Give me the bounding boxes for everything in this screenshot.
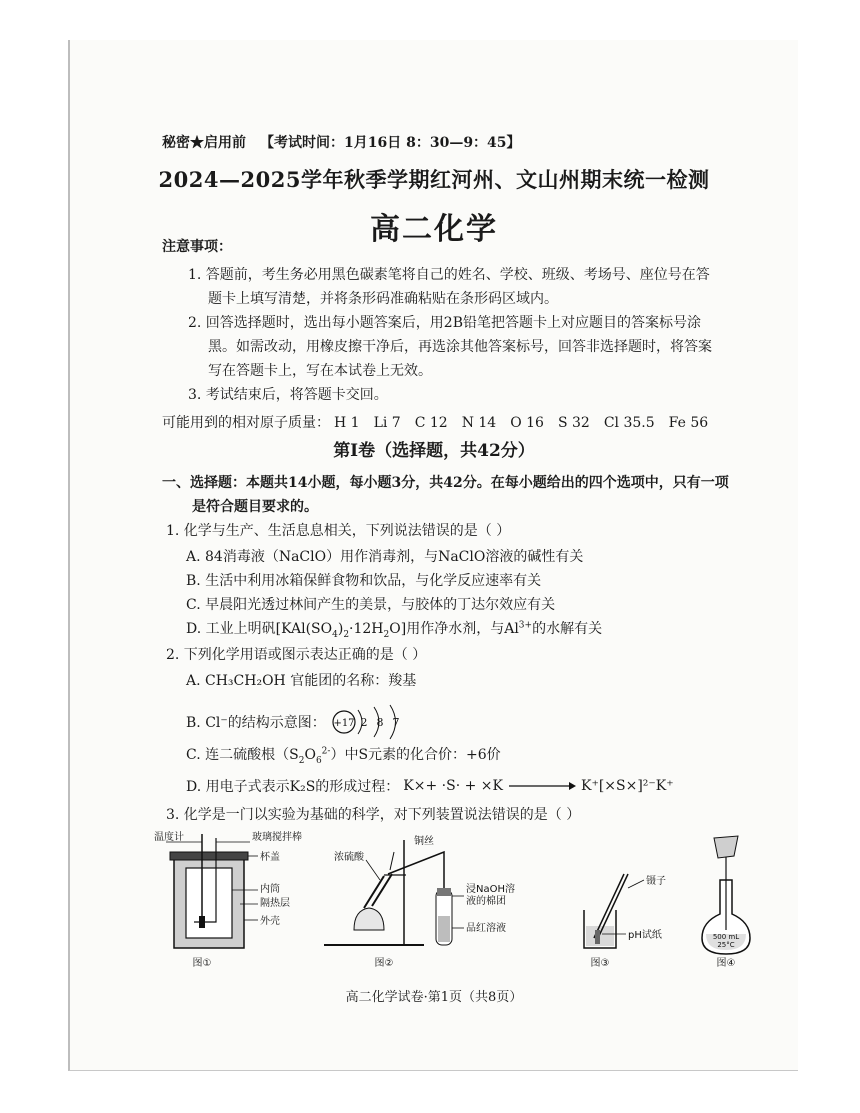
page-footer: 高二化学试卷·第1页（共8页）: [345, 990, 523, 1005]
atomic-mass: Li 7: [373, 415, 401, 431]
fig3-caption: 图③: [590, 958, 610, 969]
fig4-caption: 图④: [716, 958, 736, 969]
q2-option-d: [186, 776, 674, 796]
fig1-label: 内筒: [260, 884, 280, 895]
fig1-label: 玻璃搅拌棒: [252, 832, 302, 843]
notice-item-1-cont: 题卡上填写清楚，并将条形码准确粘贴在条形码区域内。: [208, 291, 558, 307]
exam-header: [162, 132, 521, 152]
q1-option-c: C. 早晨阳光透过林间产生的美景，与胶体的丁达尔效应有关: [186, 597, 556, 613]
atomic-mass: Fe 56: [668, 415, 709, 431]
fig2-label: 品红溶液: [466, 923, 506, 934]
question-2-stem: 2. 下列化学用语或图示表达正确的是（ ）: [166, 647, 427, 663]
q1-option-a: A. 84消毒液（NaClO）用作消毒剂，与NaClO溶液的碱性有关: [186, 549, 584, 565]
ph-paper-figure: [584, 874, 666, 969]
fig2-label: 铜丝: [414, 836, 434, 847]
exam-time: 【考试时间：1月16日 8：30—9：45】: [260, 135, 521, 151]
notice-heading: 注意事项：: [162, 239, 232, 255]
fig4-label: 25°C: [717, 941, 735, 949]
q1-option-b: B. 生活中利用冰箱保鲜食物和饮品，与化学反应速率有关: [186, 573, 542, 589]
question-1-stem: 1. 化学与生产、生活息息相关，下列说法错误的是（ ）: [166, 523, 511, 539]
shell-electrons: 7: [392, 716, 400, 729]
fig2-label: 液的棉团: [466, 896, 506, 907]
fig1-label: 外壳: [260, 916, 280, 927]
fig3-label: pH试纸: [628, 930, 662, 941]
atomic-masses-label: 可能用到的相对原子质量：: [162, 415, 330, 431]
fig1-label: 杯盖: [260, 852, 280, 863]
volumetric-flask-figure: [702, 836, 750, 969]
confidential-mark: 秘密★启用前: [162, 135, 246, 151]
nucleus-charge: +17: [333, 718, 355, 729]
notice-item-2-cont: 黑。如需改动，用橡皮擦干净后，再选涂其他答案标号，回答非选择题时，将答案: [208, 339, 712, 355]
atomic-mass: H 1: [334, 415, 360, 431]
exam-page: [68, 40, 798, 1071]
q2-option-d-text: D. 用电子式表示K₂S的形成过程：: [186, 779, 400, 795]
q3-apparatus-figures: [154, 830, 754, 970]
fig1-label: 温度计: [154, 832, 184, 843]
part-title: 第Ⅰ卷（选择题，共42分）: [333, 441, 535, 461]
shell-electrons: 8: [376, 716, 384, 729]
notice-item-2-cont2: 写在答题卡上，写在本试卷上无效。: [208, 363, 432, 379]
copper-sulfuric-acid-figure: [324, 834, 515, 969]
q2-option-c: C. 连二硫酸根$(S_2O_6^{2-})$中S元素的化合价：+6价: [186, 746, 501, 766]
fig1-label: 隔热层: [260, 898, 290, 909]
fig3-label: 镊子: [646, 876, 666, 887]
atomic-mass: C 12: [414, 415, 448, 431]
notice-item-1: 1. 答题前，考生务必用黑色碳素笔将自己的姓名、学校、班级、考场号、座位号在答: [188, 267, 710, 283]
exam-title: 2024—2025学年秋季学期红河州、文山州期末统一检测: [158, 167, 710, 192]
fig2-caption: 图②: [374, 958, 394, 969]
reaction-arrow-icon: [507, 779, 577, 793]
q2-option-a: A. CH₃CH₂OH 官能团的名称：羧基: [186, 673, 417, 689]
fig4-label: 500 mL: [712, 933, 740, 941]
question-3-stem: 3. 化学是一门以实验为基础的科学，对下列装置说法错误的是（ ）: [166, 807, 581, 823]
atomic-mass: S 32: [557, 415, 590, 431]
atomic-mass: O 16: [510, 415, 544, 431]
notice-item-3: 3. 考试结束后，将答题卡交回。: [188, 387, 388, 403]
fig2-label: 浓硫酸: [334, 852, 364, 863]
calorimeter-figure: [154, 830, 302, 969]
q1-option-d: D. 工业上明矾$[KAl(SO_4)_2\cdot 12H_2O]$用作净水剂，与$Al^{3+}$的水解有关: [186, 620, 603, 640]
atomic-masses: [162, 412, 722, 432]
shell-electrons: 2: [360, 716, 368, 729]
notice-item-2: 2. 回答选择题时，选出每小题答案后，用2B铅笔把答题卡上对应题目的答案标号涂: [188, 315, 702, 331]
q2-option-b-text: B. Cl⁻的结构示意图：: [186, 715, 326, 731]
subject-title: 高二化学: [370, 212, 498, 247]
fig1-caption: 图①: [192, 958, 212, 969]
section-instructions: 一、选择题：本题共14小题，每小题3分，共42分。在每小题给出的四个选项中，只有一项: [162, 475, 729, 491]
section-instructions-cont: 是符合题目要求的。: [192, 499, 318, 515]
chloride-ion-diagram: [330, 704, 420, 740]
atomic-mass: Cl 35.5: [603, 415, 655, 431]
fig2-label: 浸NaOH溶: [466, 884, 515, 895]
electron-formula-product: K⁺[×S×]²⁻K⁺: [580, 778, 674, 794]
q2-option-b: [186, 704, 420, 740]
atomic-mass: N 14: [461, 415, 497, 431]
electron-formula-reactants: K×+ ·S· + ×K: [403, 778, 503, 794]
